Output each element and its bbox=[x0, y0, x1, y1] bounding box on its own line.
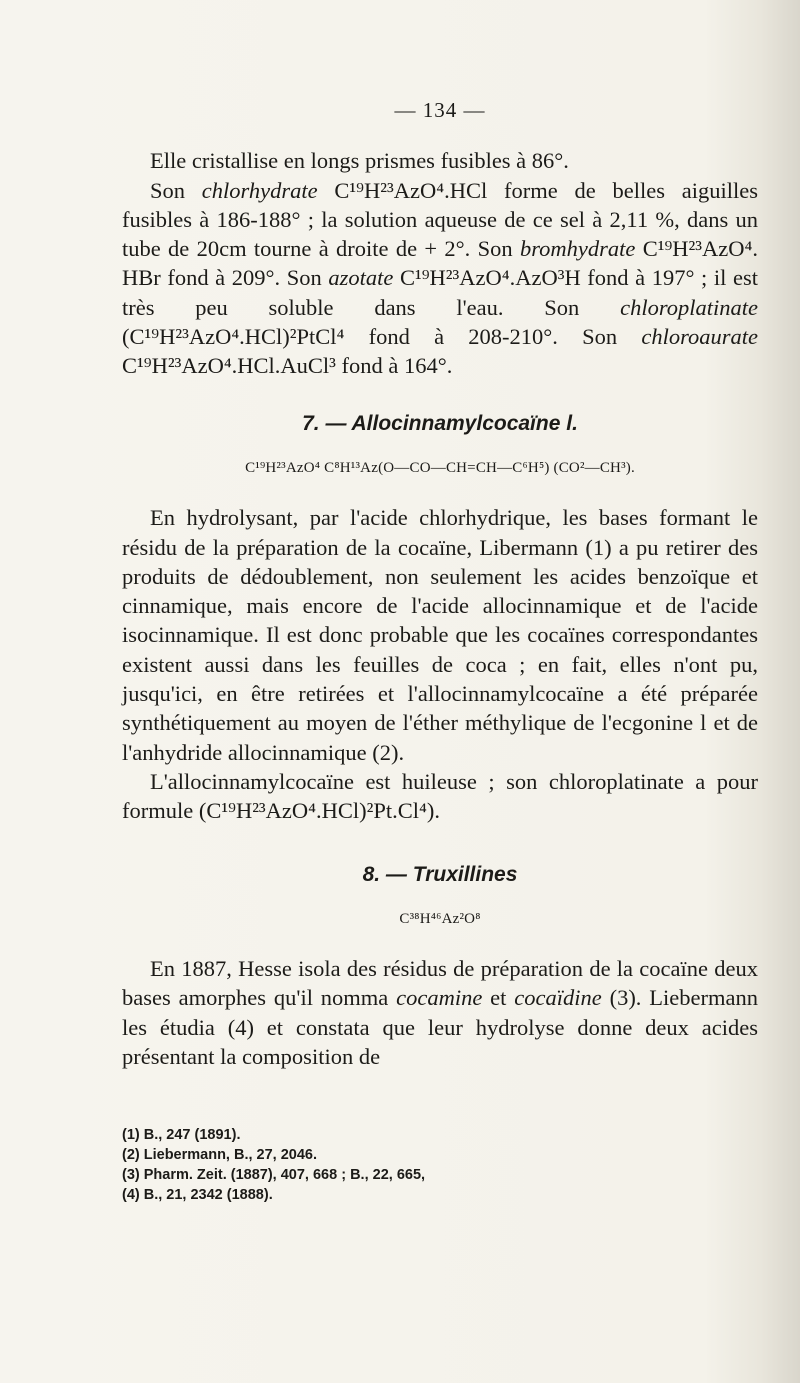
page-body bbox=[122, 96, 758, 1071]
paragraph-salts bbox=[122, 176, 758, 381]
text-span: (3). Liebermann les étudia (4) et constata que leur hydrolyse donne deux acides présentant la composition de bbox=[122, 985, 758, 1070]
paragraph-crystallisation: Elle cristallise en longs prismes fusibles à 86°. bbox=[150, 148, 569, 174]
page-number-header: — 134 — bbox=[394, 98, 486, 122]
term-chloroaurate: chloroaurate bbox=[641, 324, 758, 350]
term-chlorhydrate: chlorhydrate bbox=[201, 177, 318, 203]
text-span: (C¹⁹H²³AzO⁴.HCl)²PtCl⁴ fond à 208-210°. Son bbox=[122, 324, 642, 350]
footnote: (1) B., 247 (1891). bbox=[122, 1127, 241, 1143]
text-span: et bbox=[482, 985, 515, 1011]
term-chloroplatinate: chloroplatinate bbox=[620, 294, 758, 320]
text-span: C¹⁹H²³AzO⁴. HBr fond à 209°. Son bbox=[122, 236, 758, 291]
text-span: C¹⁹H²³AzO⁴.AzO³H fond à 197° ; il est très peu soluble dans l'eau. Son bbox=[122, 265, 758, 320]
text-span: Son bbox=[150, 177, 202, 203]
term-cocamine: cocamine bbox=[396, 985, 483, 1011]
section-7-title: 7. — Allocinnamylcocaïne l. bbox=[302, 411, 578, 435]
section-7-formula: C¹⁹H²³AzO⁴ C⁸H¹³Az(O—CO—CH=CH—C⁶H⁵) (CO²—CH³). bbox=[245, 459, 635, 476]
footnote: (4) B., 21, 2342 (1888). bbox=[122, 1187, 273, 1203]
footnotes bbox=[122, 1125, 758, 1205]
paragraph-hesse bbox=[122, 954, 758, 1071]
text-span: C¹⁹H²³AzO⁴.HCl forme de belles aiguilles fusibles à 186-188° ; la solution aqueuse de ce sel à 2,11 %, dans un tube de 20cm tourne à droite de + 2°. Son bbox=[122, 177, 758, 262]
footnote: (3) Pharm. Zeit. (1887), 407, 668 ; B., 22, 665, bbox=[122, 1167, 426, 1183]
section-8-formula: C³⁸H⁴⁶Az²O⁸ bbox=[399, 910, 481, 927]
term-cocaidine: cocaïdine bbox=[514, 985, 602, 1011]
text-span: En 1887, Hesse isola des résidus de préparation de la cocaïne deux bases amorphes qu'il nomma bbox=[122, 956, 758, 1011]
section-8-title: 8. — Truxillines bbox=[362, 862, 518, 886]
text-span: C¹⁹H²³AzO⁴.HCl.AuCl³ fond à 164°. bbox=[122, 353, 453, 379]
term-azotate: azotate bbox=[328, 265, 394, 291]
term-bromhydrate: bromhydrate bbox=[519, 236, 636, 262]
paragraph-chloroplatinate: L'allocinnamylcocaïne est huileuse ; son chloroplatinate a pour formule (C¹⁹H²³AzO⁴.HCl)²Pt.Cl⁴). bbox=[122, 768, 758, 824]
footnote: (2) Liebermann, B., 27, 2046. bbox=[122, 1147, 318, 1163]
paragraph-hydrolysis: En hydrolysant, par l'acide chlorhydrique, les bases formant le résidu de la préparation de la cocaïne, Libermann (1) a pu retirer des produits de dédoublement, non seulement les acides benzoïque et cinnamique, mais encore de l'acide allocinnamique et de l'acide isocinnamique. Il est donc probable que les cocaïnes correspondantes existent aussi dans les feuilles de coca ; en fait, elles n'ont pu, jusqu'ici, en être retirées et l'allocinnamylcocaïne a été préparée synthétiquement au moyen de l'éther méthylique de l'ecgonine l et de l'anhydride allocinnamique (2). bbox=[122, 505, 758, 765]
